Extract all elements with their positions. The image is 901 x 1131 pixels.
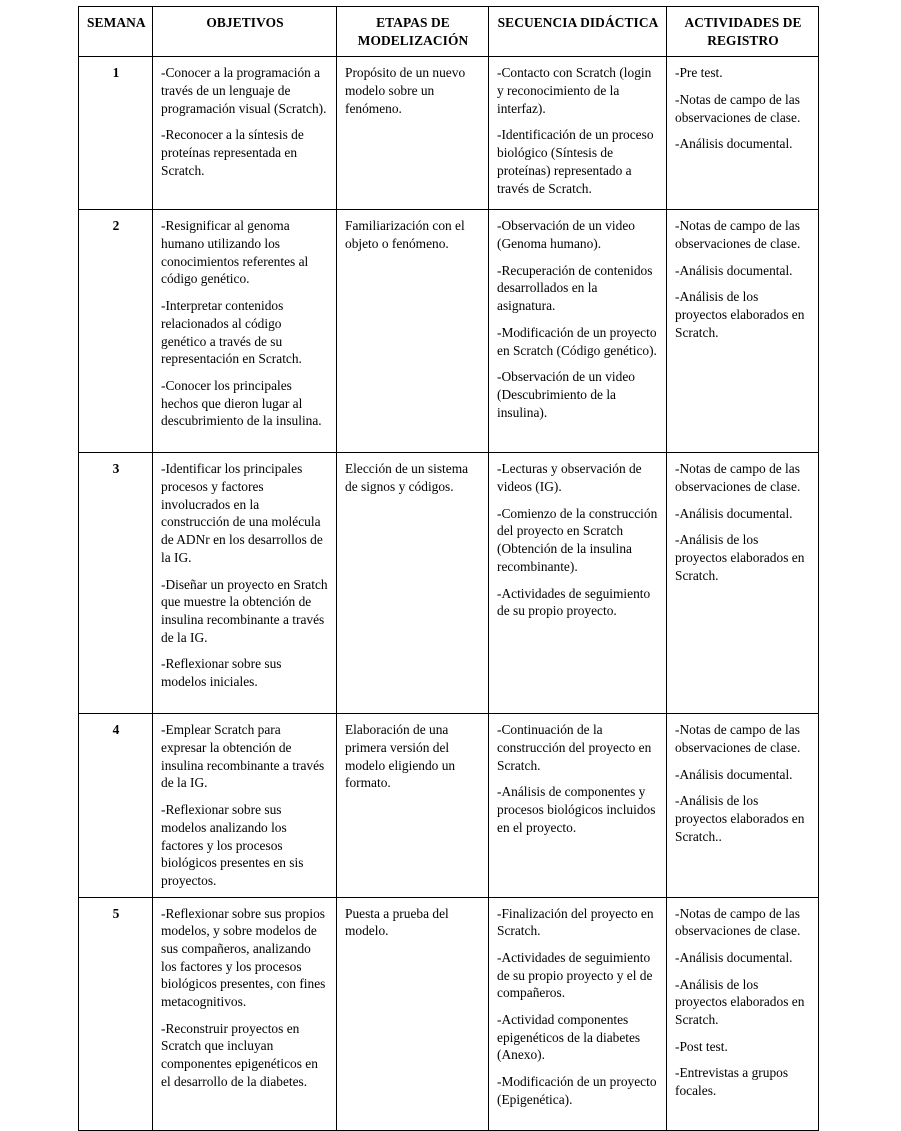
cell-objetivos bbox=[153, 897, 337, 1130]
table-row bbox=[79, 714, 819, 897]
cell-etapas-modelizacion bbox=[337, 453, 489, 714]
cell-objetivos bbox=[153, 57, 337, 210]
column-header-secuencia-didactica: SECUENCIA DIDÁCTICA bbox=[489, 7, 667, 57]
cell-paragraph: -Actividades de seguimiento de su propio proyecto y el de compañeros. bbox=[497, 949, 653, 1001]
cell-paragraph: -Interpretar contenidos relacionados al código genético a través de su representación en Scratch. bbox=[161, 298, 302, 367]
cell-paragraph: -Reconstruir proyectos en Scratch que incluyan componentes epigenéticos en el desarrollo de la diabetes. bbox=[161, 1020, 318, 1089]
cell-paragraph: -Análisis documental. bbox=[675, 505, 793, 521]
cell-semana: 2 bbox=[79, 210, 153, 453]
cell-paragraph: Elaboración de una primera versión del modelo eligiendo un formato. bbox=[345, 722, 456, 791]
cell-etapas-modelizacion bbox=[337, 714, 489, 897]
table-row bbox=[79, 453, 819, 714]
cell-actividades-registro bbox=[667, 714, 819, 897]
cell-semana: 3 bbox=[79, 453, 153, 714]
cell-paragraph: -Comienzo de la construcción del proyecto en Scratch (Obtención de la insulina recombinante). bbox=[497, 505, 658, 574]
cell-paragraph: -Análisis documental. bbox=[675, 136, 793, 152]
cell-paragraph: -Notas de campo de las observaciones de clase. bbox=[675, 461, 801, 495]
cell-paragraph: -Análisis de los proyectos elaborados en Scratch. bbox=[675, 532, 805, 583]
cell-etapas-modelizacion bbox=[337, 57, 489, 210]
cell-paragraph: -Actividades de seguimiento de su propio proyecto. bbox=[497, 585, 651, 619]
table-row bbox=[79, 897, 819, 1130]
cell-paragraph: -Notas de campo de las observaciones de clase. bbox=[675, 92, 801, 125]
cell-secuencia-didactica bbox=[489, 57, 667, 210]
cell-paragraph: -Identificar los principales procesos y factores involucrados en la construcción de una molécula de ADNr en los desarrollos de la IG. bbox=[161, 461, 323, 565]
cell-paragraph: -Finalización del proyecto en Scratch. bbox=[497, 905, 654, 939]
cell-paragraph: -Reflexionar sobre sus modelos analizando los factores y los procesos biológicos presentes en sis proyectos. bbox=[161, 802, 304, 888]
table-header-row bbox=[79, 7, 819, 57]
cell-paragraph: -Pre test. bbox=[675, 65, 723, 81]
cell-paragraph: -Análisis de los proyectos elaborados en Scratch. bbox=[675, 289, 805, 340]
column-header-objetivos: OBJETIVOS bbox=[153, 7, 337, 57]
cell-objetivos bbox=[153, 453, 337, 714]
cell-actividades-registro bbox=[667, 210, 819, 453]
cell-paragraph: -Diseñar un proyecto en Sratch que muestre la obtención de insulina recombinante a través de la IG. bbox=[161, 576, 328, 645]
cell-paragraph: -Conocer los principales hechos que dieron lugar al descubrimiento de la insulina. bbox=[161, 377, 322, 429]
cell-actividades-registro bbox=[667, 897, 819, 1130]
didactic-sequence-table bbox=[78, 6, 819, 1131]
cell-paragraph: -Análisis documental. bbox=[675, 949, 793, 965]
column-header-semana: SEMANA bbox=[79, 7, 153, 57]
cell-paragraph: -Notas de campo de las observaciones de clase. bbox=[675, 722, 801, 756]
cell-paragraph: -Análisis documental. bbox=[675, 262, 793, 278]
cell-paragraph: -Reconocer a la síntesis de proteínas representada en Scratch. bbox=[161, 127, 304, 178]
column-header-etapas-modelizacion: ETAPAS DE MODELIZACIÓN bbox=[337, 7, 489, 57]
table-row bbox=[79, 210, 819, 453]
cell-paragraph: -Conocer a la programación a través de un lenguaje de programación visual (Scratch). bbox=[161, 65, 327, 116]
cell-paragraph: -Reflexionar sobre sus modelos iniciales. bbox=[161, 656, 282, 689]
cell-paragraph: -Modificación de un proyecto en Scratch (Código genético). bbox=[497, 324, 657, 358]
cell-paragraph: -Observación de un video (Descubrimiento de la insulina). bbox=[497, 369, 635, 420]
table-body bbox=[79, 57, 819, 1130]
cell-paragraph: -Análisis de los proyectos elaborados en Scratch. bbox=[675, 976, 805, 1027]
cell-paragraph: -Modificación de un proyecto (Epigenética). bbox=[497, 1074, 657, 1107]
cell-paragraph: -Resignificar al genoma humano utilizando los conocimientos referentes al código genético. bbox=[161, 218, 309, 287]
cell-semana: 5 bbox=[79, 897, 153, 1130]
cell-semana: 4 bbox=[79, 714, 153, 897]
cell-actividades-registro bbox=[667, 453, 819, 714]
cell-secuencia-didactica bbox=[489, 714, 667, 897]
cell-paragraph: -Actividad componentes epigenéticos de la diabetes (Anexo). bbox=[497, 1012, 641, 1063]
cell-paragraph: -Lecturas y observación de videos (IG). bbox=[497, 461, 642, 495]
cell-paragraph: -Emplear Scratch para expresar la obtención de insulina recombinante a través de la IG. bbox=[161, 722, 325, 791]
table-row bbox=[79, 57, 819, 210]
cell-paragraph: Elección de un sistema de signos y códigos. bbox=[345, 461, 469, 495]
cell-paragraph: -Observación de un video (Genoma humano). bbox=[497, 218, 635, 252]
column-header-actividades-registro: ACTIVIDADES DE REGISTRO bbox=[667, 7, 819, 57]
cell-paragraph: -Post test. bbox=[675, 1038, 728, 1054]
cell-secuencia-didactica bbox=[489, 210, 667, 453]
cell-paragraph: -Continuación de la construcción del proyecto en Scratch. bbox=[497, 722, 652, 773]
cell-etapas-modelizacion bbox=[337, 897, 489, 1130]
cell-paragraph: -Reflexionar sobre sus propios modelos, y sobre modelos de sus compañeros, analizando los factores y los procesos biológicos presentes, con fines metacognitivos. bbox=[161, 905, 326, 1009]
cell-paragraph: -Identificación de un proceso biológico (Síntesis de proteínas) representado a través de Scratch. bbox=[497, 127, 654, 196]
cell-paragraph: -Entrevistas a grupos focales. bbox=[675, 1065, 789, 1099]
cell-paragraph: -Notas de campo de las observaciones de clase. bbox=[675, 905, 801, 939]
table-header bbox=[79, 7, 819, 57]
cell-secuencia-didactica bbox=[489, 453, 667, 714]
cell-paragraph: -Recuperación de contenidos desarrollados en la asignatura. bbox=[497, 262, 653, 314]
cell-objetivos bbox=[153, 714, 337, 897]
cell-paragraph: -Contacto con Scratch (login y reconocimiento de la interfaz). bbox=[497, 65, 652, 116]
cell-paragraph: -Análisis de componentes y procesos biológicos incluidos en el proyecto. bbox=[497, 784, 656, 835]
cell-secuencia-didactica bbox=[489, 897, 667, 1130]
cell-paragraph: Propósito de un nuevo modelo sobre un fenómeno. bbox=[345, 65, 466, 116]
cell-paragraph: -Análisis de los proyectos elaborados en Scratch.. bbox=[675, 793, 805, 844]
cell-objetivos bbox=[153, 210, 337, 453]
cell-actividades-registro bbox=[667, 57, 819, 210]
cell-paragraph: Familiarización con el objeto o fenómeno. bbox=[345, 218, 465, 252]
cell-paragraph: -Análisis documental. bbox=[675, 766, 793, 782]
cell-semana: 1 bbox=[79, 57, 153, 210]
cell-etapas-modelizacion bbox=[337, 210, 489, 453]
cell-paragraph: Puesta a prueba del modelo. bbox=[345, 905, 449, 939]
cell-paragraph: -Notas de campo de las observaciones de clase. bbox=[675, 218, 801, 252]
